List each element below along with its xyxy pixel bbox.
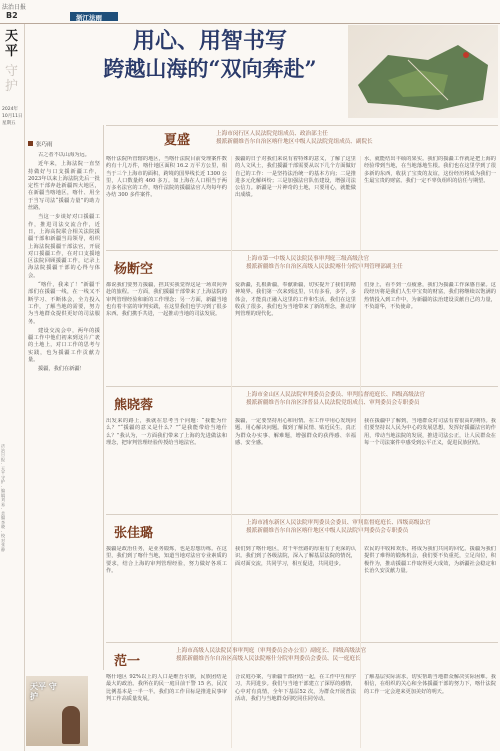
column-divider	[231, 156, 232, 748]
photo-figure	[62, 706, 80, 744]
byline-marker	[28, 141, 33, 146]
masthead-title-a: 天平	[5, 29, 19, 59]
section-name: 范一	[114, 654, 141, 669]
section-role: 上海市第一中级人民法院民事审判庭三级高级法官	[246, 256, 370, 262]
section-column: 农民的丰收和欢乐，将成为我们共同的回忆。援疆为我们提供了难得的锻炼机会，我们要不负重托，立足岗位，积极作为，推动援疆工作取得更大成效，为新疆社会稳定和长治久安贡献力量。	[364, 546, 496, 574]
section-column: 援疆是政治任务，是业务锻炼，也是思想历练。在这里，我们到了喀什当地，知道当地对法官专业素质的要求，结合上海的审判管理经验，努力做好各项工作。	[106, 546, 227, 574]
section-rule	[106, 514, 498, 515]
intro-paragraph: 近年来，上海法院一直坚持做好与口支援新疆工作，2023年以来上海法院先后一批定性干部奔赴新疆四大地区，在新疆当喀地区，喀什、用全于当写司法“援疆力量”的助力丝路。	[28, 161, 100, 212]
page-header	[0, 0, 500, 22]
section-column: 喀什法院所管辖的地区，当喀什法院目前受理案件数约有十几万件，喀什地区面积 16.2 万平方公里，相当于三个上海市的面积，跨境的国界线长近 1300 公里，人口数量约 460 多万。如上海在人口相当于两万多名法官的工作，喀什法院的援疆法官人均每年约办结 300 多件案件。	[106, 156, 227, 199]
section-column: 援疆，一定要坚持用心和用情。在工作中用心发现问题、用心解决问题。做到了解民情、贴近民生，真正为群众办实事、解难题，增强群众的获得感、幸福感、安全感。	[235, 418, 356, 446]
headline-line2: 跨越山海的“双向奔赴”	[103, 56, 317, 81]
photo-caption: 天平 守护	[30, 682, 57, 701]
masthead-date-year: 2024年	[2, 107, 18, 112]
intro-paragraph: “喀什，我来了！”新疆干部们在援疆一线，在一线又不断学习、不断体会，全力投入工作，了解当地的需要，努力为当地群众提供更好的司法服务。	[28, 282, 100, 325]
section-rule	[106, 125, 498, 126]
section-column: 喀什地区 92%以上的人口是维吾尔族，民族团结是最大的政治。我所在的民一庭目前干警 15 名，民汉比例基本是一半一半。我们的工作目标是推进民事审判工作高质量发展。	[106, 674, 227, 702]
masthead-sidebar-strip	[1, 444, 7, 744]
section-column: 合议庭办案，与新疆干部团结一起，在工作中互相学习，共同进步。我们与当地干部建立了深厚的感情，心中对有真情，全年下基层52 次，为群众开展普法活动，我们与当地群众同吃同住同劳动。	[235, 674, 356, 702]
section-role: 上海市浦东新区人民法院审判委员会委员、审判监督庭庭长、四级高级法官	[246, 520, 431, 526]
paper-name: 法治日报	[2, 4, 27, 11]
column-divider	[360, 156, 361, 748]
section-header	[106, 250, 498, 276]
section-column: 我在援疆中了解到，当地群众对司法有着很高的期待。我们要坚持以人民为中心的发展思想，发挥好援疆法官的作用，带动当地法院的发展，推进司法公正，让人民群众在每一个司法案件中感受到公平正义，促进民族团结。	[364, 418, 496, 446]
section-name: 张佳璐	[114, 526, 154, 541]
intro-paragraph: 古之者不以山海为远。	[38, 152, 90, 158]
section-name: 夏盛	[164, 133, 191, 148]
masthead-weekday: 星期五	[2, 121, 16, 126]
intro-paragraph: 援疆，我们在新疆！	[38, 366, 85, 373]
section-name: 杨断空	[114, 262, 154, 277]
section-rule	[106, 642, 498, 643]
intro-paragraph: 建设交流会中，两年的援疆工作中他们初来到这片广袤的土地上，对口工作的思考与实践，也为援疆工作贡献力量。	[28, 327, 100, 364]
section-column: 爱新疆，扎根新疆，奉献新疆，切实提升了我们的精神境界。我们第一次来到这里，只有多看，多学，多体会，才能真正融入这里的工作和生活。我们在这里收获了很多，我们也为当地带来了新的理念，推动审判管理的现代化。	[235, 282, 356, 318]
byline-box	[28, 140, 83, 148]
bottom-photo	[26, 676, 88, 746]
map-graphic	[348, 25, 498, 118]
masthead-date-md: 10月11日	[2, 114, 23, 119]
intro-divider	[103, 125, 104, 670]
section-column: 我们到了喀什地区，对千年丝路的厚重有了更深的认识。我们到了各级法院，深入了解基层法院的情况，面对面交流，共同学习，相互促进，共同进步。	[235, 546, 356, 567]
section-column: 出发来的路上，我就在思考当个问题：“我能为什么？”“援疆的意义是什么？”“是我能带给当地什么？”我认为，一方面我们带来了上海的先进做法和理念，把审判管理经验传授给当地法官。	[106, 418, 227, 446]
section-column: 水，就能结出丰硕的果实。我们的援疆工作就是把上海的经验带到当地，在当地落地生根。我们也在这里学到了很多新的东西，收获了宝贵的友谊，这份经历将成为我们一生最宝贵的财富。我们一定不辜负组织的信任与期望。	[364, 156, 496, 184]
section-column: 们身上，看不到一点疲惫，我们为援疆工作深感自豪。这段经历将是我们人生中宝贵的财富，我们将继续以饱满的热情投入到工作中，为新疆的法治建设贡献自己的力量，不负韶华，不负使命。	[364, 282, 496, 310]
section-role: 上海市高级人民法院民事审判庭（审判委员会办公室）副庭长、四级高级法官	[176, 648, 367, 654]
intro-paragraph: 当这一步谈好对口援疆工作，推进司法交流合作，近日，上海高院联合相关法院援疆干部和新疆当局领导，组织上海法院援疆干部法官，开展对口援疆工作，在对口支援地区法院回顾援疆工作，记录上海法院援疆干部的心得与体会。	[28, 214, 100, 279]
section-rule	[106, 386, 498, 387]
section-role: 援派新疆维吾尔自治区高级人民法院喀什分院审判管理部副主任	[246, 264, 403, 270]
map-photo	[348, 25, 498, 118]
intro-column	[28, 152, 100, 607]
section-role: 援派新疆维吾尔自治区泽普县人民法院党组成员、审判委员会专职委员	[246, 400, 420, 406]
header-rule	[0, 23, 500, 24]
section-column: 了解基层实际需求，切实帮助当地群众解决实际困难。我相信，在组织的关心和全体援疆干部的努力下，喀什法院的工作一定会迎来更加美好的明天。	[364, 674, 496, 695]
masthead-title-b: 守护	[5, 64, 19, 94]
section-header	[106, 514, 498, 540]
section-role: 援派新疆维吾尔自治区喀什地区中级人民法院党组成员、副院长	[216, 139, 373, 145]
masthead-divider	[24, 24, 25, 751]
section-column: 援疆的日子对我们来说有着特殊的意义，了解了这里的人文风土，我们援疆干部需要从以下几个方面做好自己的工作：一是坚持法治统一的基本方向；二是推进多元化解纠纷；三是加强法官队伍建设，增强司法公信力。新疆是一片神奇的土地，只要用心，就能做出成绩。	[235, 156, 356, 199]
section-header	[106, 125, 498, 151]
section-column: 都说我们要努力援疆，担其实我觉得这是一场双向奔赴的旅程。一方面，我们援疆干部带来了上海法院的审判管理经验和新的工作理念；另一方面，新疆当地也有着丰富的审判实践，在这里我们也学习到了很多东西。我们携手共进，一起推动当地的司法发展。	[106, 282, 227, 318]
masthead-column	[0, 24, 24, 751]
section-tag: 浙江法雨	[76, 13, 102, 22]
byline: 张巧雨	[36, 142, 53, 148]
headline-line1: 用心、用智书写	[132, 28, 287, 54]
headline	[80, 27, 340, 83]
section-header	[106, 642, 498, 668]
section-role: 援派新疆维吾尔自治区高级人民法院喀什分院审判委员会委员、民一庭庭长	[176, 656, 361, 662]
section-role: 上海市金山区人民法院审判委员会委员、审判监督庭庭长、四级高级法官	[246, 392, 426, 398]
section-name: 熊晓蓉	[114, 398, 154, 413]
section-header	[106, 386, 498, 412]
page-number: B2	[6, 11, 18, 20]
section-role: 援派新疆维吾尔自治区喀什地区中级人民法院审判委员会专职委员	[246, 528, 409, 534]
sidebar-text: 法治日报 · 天平守护 · 编辑 刘易 · 美编 李晓 · 校对 张静	[1, 444, 5, 552]
section-rule	[106, 250, 498, 251]
section-role: 上海市闵行区人民法院党组成员、政治部主任	[216, 131, 328, 137]
